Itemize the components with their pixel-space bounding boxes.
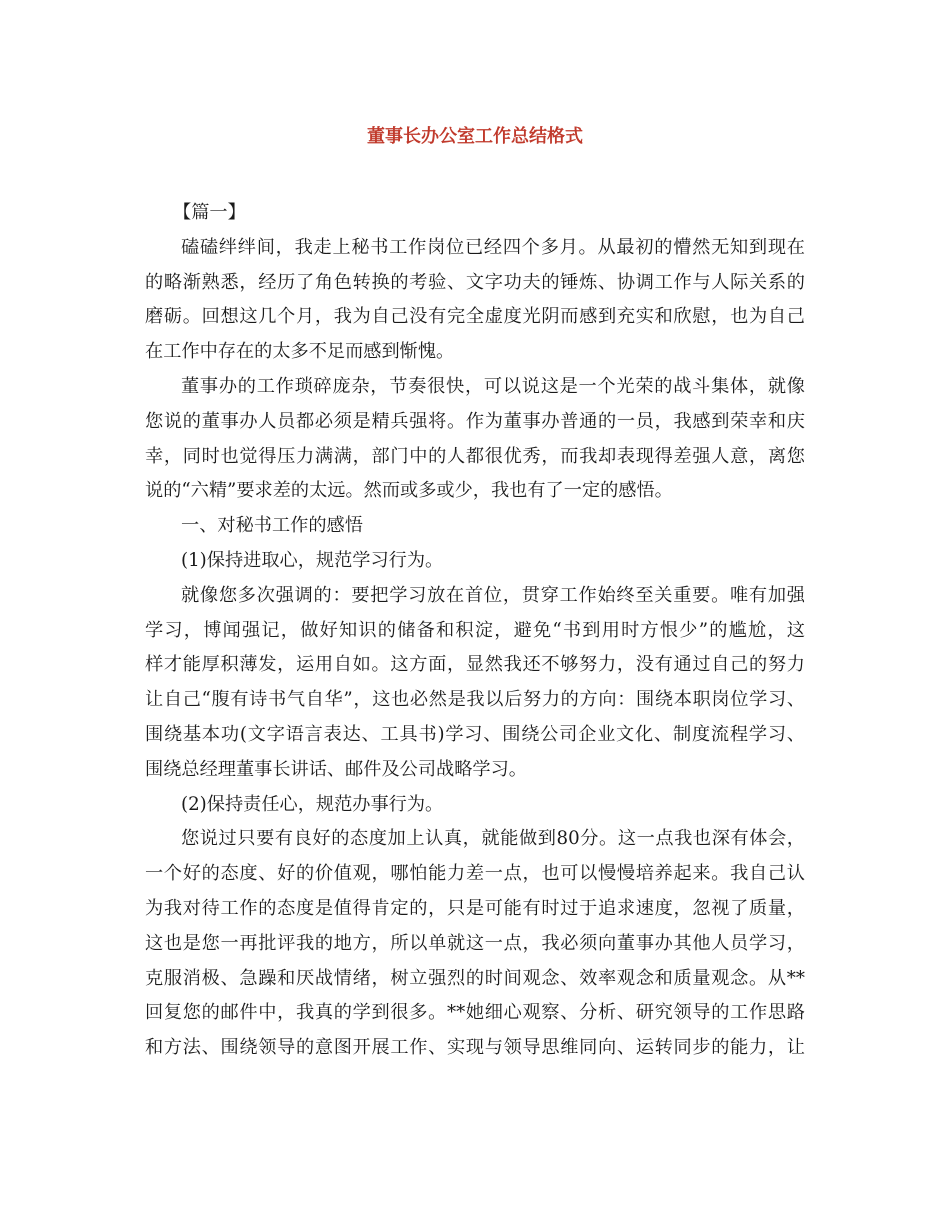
paragraph-line: 磕磕绊绊间，我走上秘书工作岗位已经四个多月。从最初的懵然无知到现在 — [181, 236, 805, 258]
paragraph-line: 说的“六精”要求差的太远。然而或多或少，我也有了一定的感悟。 — [145, 480, 673, 502]
paragraph-line: 为我对待工作的态度是值得肯定的，只是可能有时过于追求速度，忽视了质量， — [145, 897, 805, 919]
paragraph-line: 就像您多次强调的：要把学习放在首位，贯穿工作始终至关重要。唯有加强 — [181, 584, 805, 606]
paragraph-line: 围绕基本功(文字语言表达、工具书)学习、围绕公司企业文化、制度流程学习、 — [145, 723, 805, 745]
paragraph-line: 克服消极、急躁和厌战情绪，树立强烈的时间观念、效率观念和质量观念。从** — [145, 967, 805, 989]
paragraph-line: 样才能厚积薄发，运用自如。这方面，显然我还不够努力，没有通过自己的努力 — [145, 654, 805, 676]
paragraph-line: 的略渐熟悉，经历了角色转换的考验、文字功夫的锤炼、协调工作与人际关系的 — [145, 271, 805, 293]
subsection-heading: (1)保持进取心，规范学习行为。 — [181, 549, 444, 571]
document-body — [145, 196, 805, 1066]
paragraph-line: 让自己“腹有诗书气自华”，这也必然是我以后努力的方向：围绕本职岗位学习、 — [145, 689, 805, 711]
subsection-heading: (2)保持责任心，规范办事行为。 — [181, 793, 444, 815]
subsection-heading: 一、对秘书工作的感悟 — [181, 515, 363, 537]
section-heading: 【篇一】 — [173, 202, 246, 223]
paragraph-line: 您说的董事办人员都必须是精兵强将。作为董事办普通的一员，我感到荣幸和庆 — [145, 410, 805, 432]
paragraph-line: 围绕总经理董事长讲话、邮件及公司战略学习。 — [145, 758, 527, 780]
paragraph-line: 一个好的态度、好的价值观，哪怕能力差一点，也可以慢慢培养起来。我自己认 — [145, 863, 805, 885]
paragraph-line: 和方法、围绕领导的意图开展工作、实现与领导思维同向、运转同步的能力，让 — [145, 1037, 805, 1059]
paragraph-line: 幸，同时也觉得压力满满，部门中的人都很优秀，而我却表现得差强人意，离您 — [145, 445, 805, 467]
paragraph-line: 回复您的邮件中，我真的学到很多。**她细心观察、分析、研究领导的工作思路 — [145, 1002, 805, 1024]
paragraph-line: 磨砺。回想这几个月，我为自己没有完全虚度光阴而感到充实和欣慰，也为自己 — [145, 306, 805, 328]
paragraph-line: 在工作中存在的太多不足而感到惭愧。 — [145, 341, 455, 363]
paragraph-line: 董事办的工作琐碎庞杂，节奏很快，可以说这是一个光荣的战斗集体，就像 — [181, 375, 805, 397]
paragraph-line: 这也是您一再批评我的地方，所以单就这一点，我必须向董事办其他人员学习， — [145, 932, 805, 954]
document-title: 董事长办公室工作总结格式 — [367, 126, 583, 147]
paragraph-line: 学习，博闻强记，做好知识的储备和积淀，避免“书到用时方恨少”的尴尬，这 — [145, 619, 805, 641]
paragraph-line: 您说过只要有良好的态度加上认真，就能做到80分。这一点我也深有体会， — [181, 828, 805, 850]
